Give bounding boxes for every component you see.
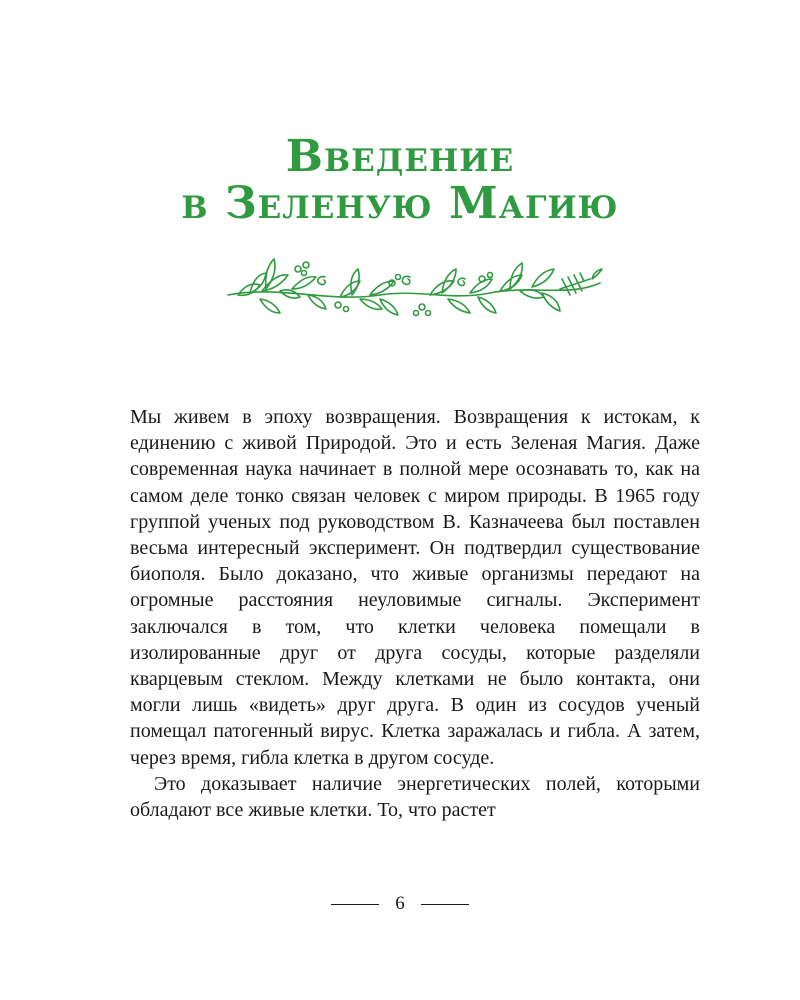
- body-text: [130, 404, 700, 823]
- footer-rule-left: [331, 904, 379, 905]
- chapter-title-line-2: в Зеленую Магию: [181, 178, 619, 229]
- paragraph-1: Мы живем в эпоху возвращения. Возвращения к истокам, к единению с живой Природой. Это и есть Зеленая Магия. Даже современная наука начинает в полной мере осознавать то, как на самом деле тонко связан человек с миром природы. В 1965 году группой ученых под руководством В. Казначеева был поставлен весьма интересный эксперимент. Он подтвердил существование биополя. Было доказано, что живые организмы передают на огромные расстояния неуловимые сигналы. Эксперимент заключался в том, что клетки человека помещали в изолированные друг от друга сосуды, которые разделяли кварцевым стеклом. Между клетками не было контакта, они могли лишь «видеть» друг друга. В один из сосудов ученый помещал патогенный вирус. Клетка заражалась и гибла. А затем, через время, гибла клетка в другом сосуде.: [130, 406, 700, 769]
- page-footer: [0, 892, 800, 916]
- chapter-title-line-1: Введение: [285, 131, 515, 182]
- leafy-vine-ornament-icon: [220, 255, 605, 330]
- page-number: 6: [395, 893, 405, 914]
- paragraph-2: Это доказывает наличие энергетических полей, которыми обладают все живые клетки. То, что растет: [130, 772, 700, 822]
- footer-rule-right: [421, 904, 469, 905]
